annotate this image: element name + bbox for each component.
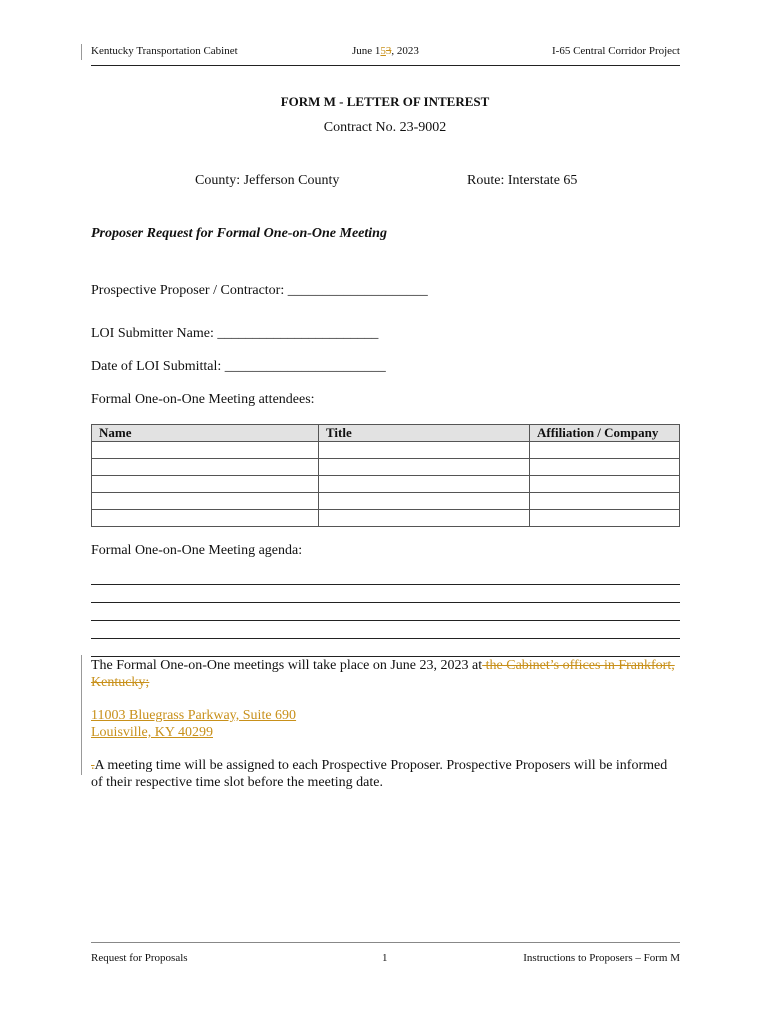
address-line-2: Louisville, KY 40299 bbox=[91, 725, 213, 740]
table-cell[interactable] bbox=[92, 510, 319, 527]
table-row bbox=[92, 493, 680, 510]
table-row bbox=[92, 459, 680, 476]
header-date bbox=[352, 45, 419, 57]
deleted-text: . bbox=[91, 758, 95, 773]
table-row bbox=[92, 442, 680, 459]
header-date-suffix: , 2023 bbox=[391, 45, 419, 57]
county-label: County: Jefferson County bbox=[195, 173, 340, 188]
inserted-text: 5 bbox=[380, 45, 386, 57]
table-cell[interactable] bbox=[530, 510, 680, 527]
time-slot-paragraph bbox=[91, 757, 680, 791]
attendees-label: Formal One-on-One Meeting attendees: bbox=[91, 392, 315, 407]
paragraph-text: A meeting time will be assigned to each Prospective Proposer. Prospective Proposers will be informed of their respective time slot before the meeting date. bbox=[91, 758, 668, 790]
section-heading: Proposer Request for Formal One-on-One Meeting bbox=[91, 226, 387, 241]
submitter-name-field[interactable]: LOI Submitter Name: _______________________ bbox=[91, 326, 379, 341]
submittal-date-field[interactable]: Date of LOI Submittal: _______________________ bbox=[91, 359, 386, 374]
footer-left: Request for Proposals bbox=[91, 952, 188, 964]
table-header-row bbox=[92, 425, 680, 442]
table-cell[interactable] bbox=[319, 442, 530, 459]
attendees-table bbox=[91, 424, 680, 527]
deleted-text: 3 bbox=[385, 45, 392, 57]
agenda-line[interactable] bbox=[91, 621, 680, 639]
table-cell[interactable] bbox=[530, 442, 680, 459]
agenda-label: Formal One-on-One Meeting agenda: bbox=[91, 543, 303, 558]
agenda-line[interactable] bbox=[91, 585, 680, 603]
footer-rule bbox=[91, 942, 680, 943]
footer-right: Instructions to Proposers – Form M bbox=[523, 952, 680, 964]
agenda-line[interactable] bbox=[91, 567, 680, 585]
table-cell[interactable] bbox=[92, 476, 319, 493]
table-cell[interactable] bbox=[530, 459, 680, 476]
table-cell[interactable] bbox=[92, 442, 319, 459]
address-line-1: 11003 Bluegrass Parkway, Suite 690 bbox=[91, 708, 297, 723]
table-row bbox=[92, 510, 680, 527]
proposer-field[interactable]: Prospective Proposer / Contractor: ____________________ bbox=[91, 283, 428, 298]
table-cell[interactable] bbox=[530, 493, 680, 510]
table-cell[interactable] bbox=[319, 510, 530, 527]
header-date-prefix: June 1 bbox=[352, 45, 381, 57]
column-header-name: Name bbox=[92, 425, 319, 442]
agenda-line[interactable] bbox=[91, 603, 680, 621]
header-rule bbox=[91, 65, 680, 66]
table-cell[interactable] bbox=[319, 476, 530, 493]
table-cell[interactable] bbox=[92, 493, 319, 510]
change-bar bbox=[81, 44, 82, 60]
column-header-affiliation: Affiliation / Company bbox=[530, 425, 680, 442]
agenda-line[interactable] bbox=[91, 639, 680, 657]
table-row bbox=[92, 476, 680, 493]
table-cell[interactable] bbox=[319, 459, 530, 476]
change-bar bbox=[81, 655, 82, 775]
agenda-lines[interactable] bbox=[91, 567, 680, 657]
form-title: FORM M - LETTER OF INTEREST bbox=[280, 94, 490, 109]
contract-number: Contract No. 23-9002 bbox=[323, 120, 447, 135]
route-label: Route: Interstate 65 bbox=[467, 173, 578, 188]
header-right: I-65 Central Corridor Project bbox=[552, 45, 680, 57]
deleted-text: the Cabinet’s offices in Frankfort, Kentucky; bbox=[91, 658, 675, 690]
header-left: Kentucky Transportation Cabinet bbox=[91, 45, 238, 57]
table-cell[interactable] bbox=[92, 459, 319, 476]
table-cell[interactable] bbox=[319, 493, 530, 510]
address-inserted bbox=[91, 707, 680, 741]
column-header-title: Title bbox=[319, 425, 530, 442]
page-number: 1 bbox=[382, 952, 388, 964]
meeting-location-paragraph bbox=[91, 657, 680, 691]
paragraph-text: The Formal One-on-One meetings will take place on June 23, 2023 at bbox=[91, 658, 483, 673]
table-cell[interactable] bbox=[530, 476, 680, 493]
